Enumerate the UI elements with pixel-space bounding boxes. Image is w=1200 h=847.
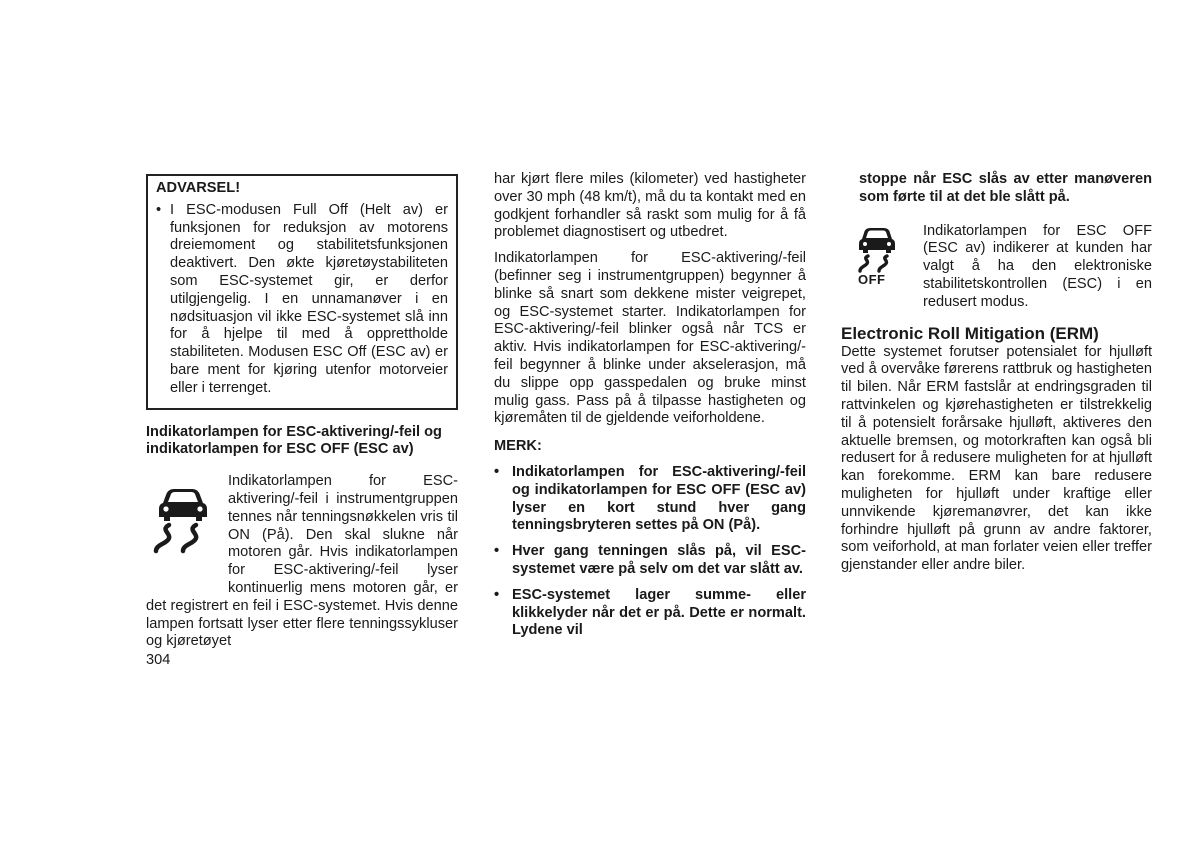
note-label: MERK: [494, 438, 542, 455]
erm-heading: Electronic Roll Mitigation (ERM) [841, 323, 1099, 343]
bullet-dot: • [156, 201, 162, 218]
esc-off-icon-label: OFF [858, 271, 886, 287]
esc-activation-icon [146, 473, 228, 593]
warning-box [146, 174, 458, 410]
esc-off-icon [841, 223, 923, 303]
erm-body: Dette systemet forutser potensialet for hjulløft ved å overvåke førerens rattbruk og hastigheten til bilen. Når ERM fastslår at endringsgraden til rattvinkelen og kjørehastigheten er tilstrekkelig til å potensielt forårsake hjulløft, aktiveres den aktuelle bremsen, og motorkraften kan også bli redusert for å redusere muligheten for at hjulløft kan forekomme. ERM kan bare redusere muligheten for hjulløft under kraftige eller unnvikende kjøremanøvrer, det kan ikke forhindre hjulløft på grunn av andre faktorer, som veiforhold, at man forlater veien eller treffer gjenstander eller andre biler. [841, 343, 1152, 574]
warning-text: I ESC-modusen Full Off (Helt av) er funksjonen for reduksjon av motorens dreiemoment og stabilitetsfunksjonen deaktivert. Den økte kjøretøystabiliteten som ESC-systemet gir, er derfor utilgjengelig. I en unnamanøver i en nødsituasjon vil ikke ESC-systemet slå inn for å hjelpe til med å opprettholde stabiliteten. Modusen ESC Off (ESC av) er bare ment for kjøring utenfor motorveier eller i terrenget. [170, 201, 448, 396]
warning-bullet [156, 202, 448, 398]
note-continuation: stoppe når ESC slås av etter manøveren som førte til at det ble slått på. [859, 171, 1152, 205]
page-number: 304 [146, 652, 171, 668]
esc-off-text: Indikatorlampen for ESC OFF (ESC av) indikerer at kunden har valgt å ha den elektroniske stabilitetskontrollen (ESC) i en redusert modus. [923, 222, 1152, 310]
section-heading: Indikatorlampen for ESC-aktivering/-feil og indikatorlampen for ESC OFF (ESC av) [146, 423, 442, 458]
bullet-dot: • [494, 543, 500, 560]
paragraph-2: Indikatorlampen for ESC-aktivering/-feil (befinner seg i instrumentgruppen) begynner å blinke så snart som dekkene mister veigrepet, og ESC-systemet starter. Indikatorlampen for ESC-aktivering/-feil blinker også når TCS er aktiv. Hvis indikatorlampen for ESC-aktivering/-feil begynner å blinke under akselerasjon, må du slippe opp gasspedalen og bruke minst mulig gass. Pass på å tilpasse hastigheten og kjøremåten til de gjeldende veiforholdene. [494, 250, 806, 427]
section-body: Indikatorlampen for ESC-aktivering/-feil i instrumentgruppen tennes når tenningsnøkkelen vris til ON (På). Den skal slukne når motoren går. Hvis indikatorlampen for ESC-aktivering/-feil lyser kontinuerlig mens motoren går, er det registrert en feil i ESC-systemet. Hvis denne lampen fortsatt lyser etter flere tenningssykluser og kjøretøyet [146, 473, 458, 650]
note-item: • Hver gang tenningen slås på, vil ESC-systemet være på selv om det var slått av. [494, 543, 806, 577]
warning-title: ADVARSEL! [156, 180, 241, 196]
column-middle [494, 171, 806, 648]
note-item: • ESC-systemet lager summe- eller klikkelyder når det er på. Dette er normalt. Lydene vil [494, 586, 806, 639]
note-item: • Indikatorlampen for ESC-aktivering/-feil og indikatorlampen for ESC OFF (ESC av) lyser en kort stund hver gang tenningsbryteren settes på ON (På). [494, 463, 806, 534]
bullet-dot: • [494, 586, 500, 603]
bullet-dot: • [494, 463, 500, 480]
column-right [841, 171, 1152, 575]
column-left [146, 174, 458, 651]
paragraph-1: har kjørt flere miles (kilometer) ved hastigheter over 30 mph (48 km/t), må du ta kontakt med en godkjent forhandler så raskt som mulig for å få problemet diagnostisert og utbedret. [494, 171, 806, 241]
